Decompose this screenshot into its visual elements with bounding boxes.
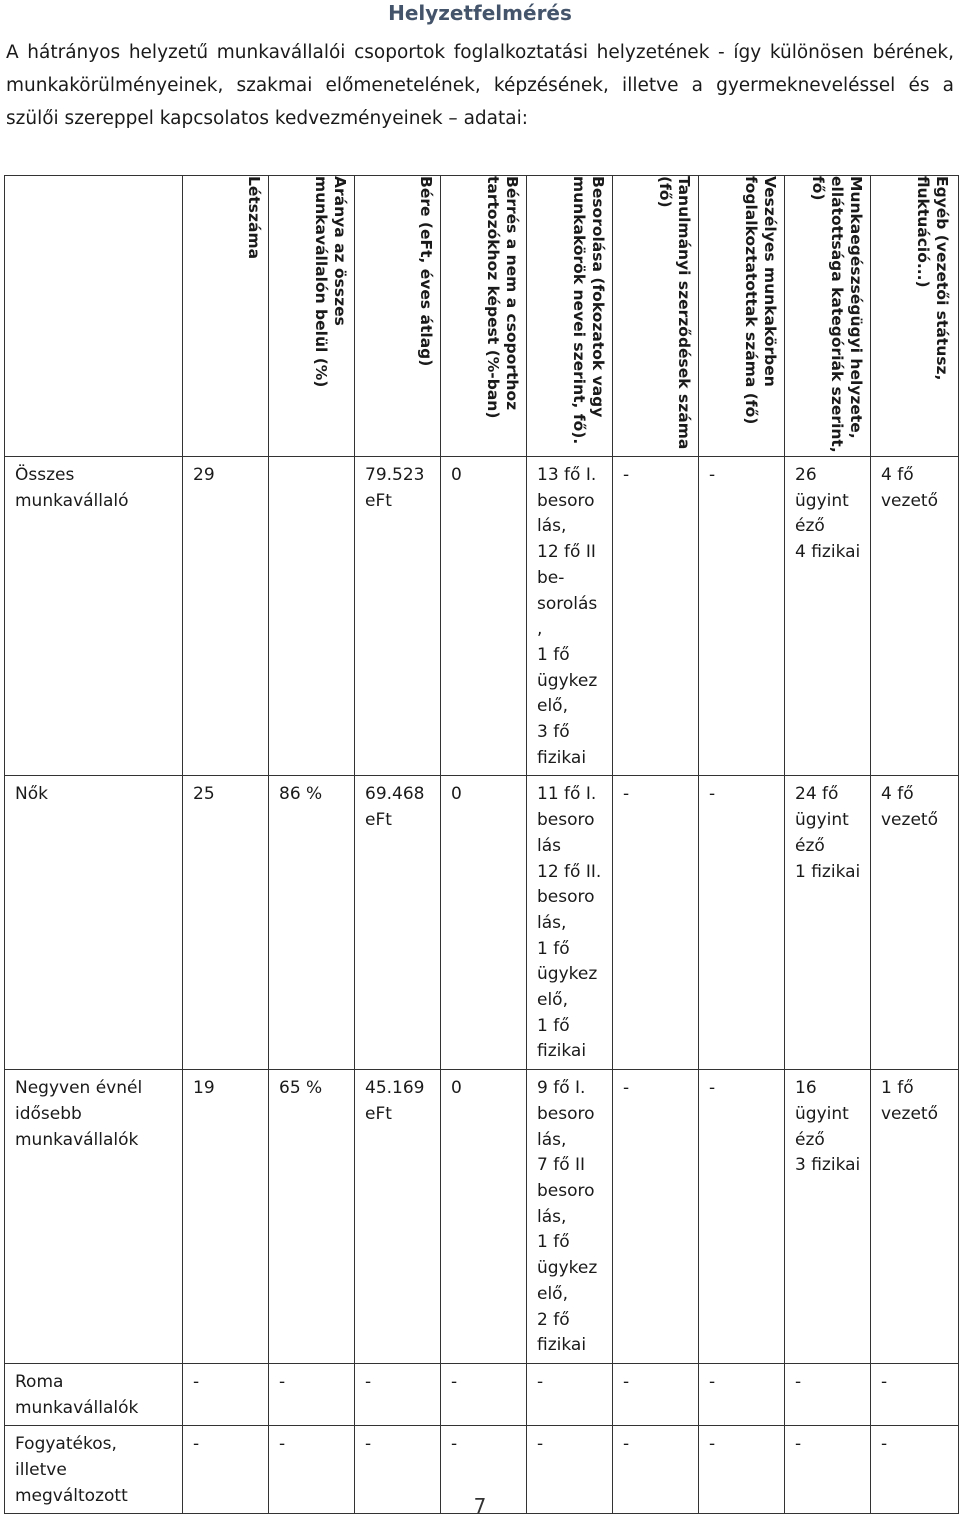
row-label: Összes munkavállaló	[5, 457, 183, 776]
table-cell: -	[527, 1426, 613, 1514]
table-cell: 79.523 eFt	[355, 457, 441, 776]
header-letszama: Létszáma	[183, 176, 269, 457]
table-cell: 65 %	[269, 1070, 355, 1364]
table-cell: -	[269, 1363, 355, 1425]
intro-paragraph: A hátrányos helyzetű munkavállalói csoportok foglalkoztatási helyzetének - így különösen bérének, munkakörülményeinek, szakmai előmenetelének, képzésének, illetve a gyermekneveléssel és a szülői szereppel kapcsolatos kedvezményeinek – adatai:	[6, 42, 954, 129]
header-besorolasa: Besorolása (fokozatok vagy munkakörök nevei szerint, fő).	[527, 176, 613, 457]
table-cell: 0	[441, 457, 527, 776]
table-row	[5, 776, 959, 1070]
header-aranya: Aránya az összes munkavállalón belül (%)	[269, 176, 355, 457]
table-cell: -	[613, 457, 699, 776]
header-bere: Bére (eFt, éves átlag)	[355, 176, 441, 457]
table-cell: -	[871, 1363, 959, 1425]
table-cell: -	[613, 1363, 699, 1425]
table-cell: -	[269, 1426, 355, 1514]
table-header-row	[5, 176, 959, 457]
table-cell: 26 ügyint éző 4 fizikai	[785, 457, 871, 776]
table-cell: 16 ügyint éző 3 fizikai	[785, 1070, 871, 1364]
table-cell: 0	[441, 1070, 527, 1364]
row-label: Negyven évnél idősebb munkavállalók	[5, 1070, 183, 1364]
table-cell: 11 fő I. besoro lás 12 fő II. besoro lás, 1 fő ügykez elő, 1 fő fizikai	[527, 776, 613, 1070]
table-cell: -	[785, 1426, 871, 1514]
page-number: 7	[473, 1494, 487, 1517]
table-cell: 19	[183, 1070, 269, 1364]
header-munkaegeszsegugyi: Munkaegészségügyi helyzete, ellátottsága kategóriák szerint, fő)	[785, 176, 871, 457]
table-cell: 13 fő I. besoro lás, 12 fő II be- sorolás , 1 fő ügykez elő, 3 fő fizikai	[527, 457, 613, 776]
table-cell: -	[785, 1363, 871, 1425]
table-cell: -	[527, 1363, 613, 1425]
table-cell: 4 fő vezető	[871, 457, 959, 776]
table-cell: -	[613, 1426, 699, 1514]
table-row	[5, 1363, 959, 1425]
header-corner	[5, 176, 183, 457]
table-cell: -	[613, 1070, 699, 1364]
header-tanulmanyi: Tanulmányi szerződések száma (fő)	[613, 176, 699, 457]
table-cell: -	[699, 1070, 785, 1364]
table-cell: -	[613, 776, 699, 1070]
table-cell: 45.169 eFt	[355, 1070, 441, 1364]
table-cell: 29	[183, 457, 269, 776]
table-cell: -	[355, 1363, 441, 1425]
page-title: Helyzetfelmérés	[388, 1, 572, 25]
table-cell: -	[871, 1426, 959, 1514]
table-cell: -	[699, 776, 785, 1070]
header-berres: Bérrés a nem a csoporthoz tartozókhoz képest (%-ban)	[441, 176, 527, 457]
table-cell: 1 fő vezető	[871, 1070, 959, 1364]
table-cell: -	[355, 1426, 441, 1514]
table-row	[5, 1070, 959, 1364]
table-cell: -	[441, 1426, 527, 1514]
table-row	[5, 457, 959, 776]
table-cell: 25	[183, 776, 269, 1070]
table-cell: -	[699, 457, 785, 776]
table-cell: -	[183, 1363, 269, 1425]
assessment-table	[4, 175, 959, 1514]
table-cell: 9 fő I. besoro lás, 7 fő II besoro lás, 1 fő ügykez elő, 2 fő fizikai	[527, 1070, 613, 1364]
row-label: Roma munkavállalók	[5, 1363, 183, 1425]
table-cell: 24 fő ügyint éző 1 fizikai	[785, 776, 871, 1070]
table-cell: 0	[441, 776, 527, 1070]
row-label: Fogyatékos, illetve megváltozott	[5, 1426, 183, 1514]
table-cell: -	[441, 1363, 527, 1425]
table-cell: 4 fő vezető	[871, 776, 959, 1070]
table-cell: 69.468 eFt	[355, 776, 441, 1070]
table-cell: -	[699, 1363, 785, 1425]
header-egyeb: Egyéb (vezetői státusz, fluktuáció...)	[871, 176, 959, 457]
table-cell: -	[699, 1426, 785, 1514]
row-label: Nők	[5, 776, 183, 1070]
header-veszelyes: Veszélyes munkakörben foglalkoztatottak száma (fő)	[699, 176, 785, 457]
table-cell	[269, 457, 355, 776]
table-cell: 86 %	[269, 776, 355, 1070]
table-cell: -	[183, 1426, 269, 1514]
